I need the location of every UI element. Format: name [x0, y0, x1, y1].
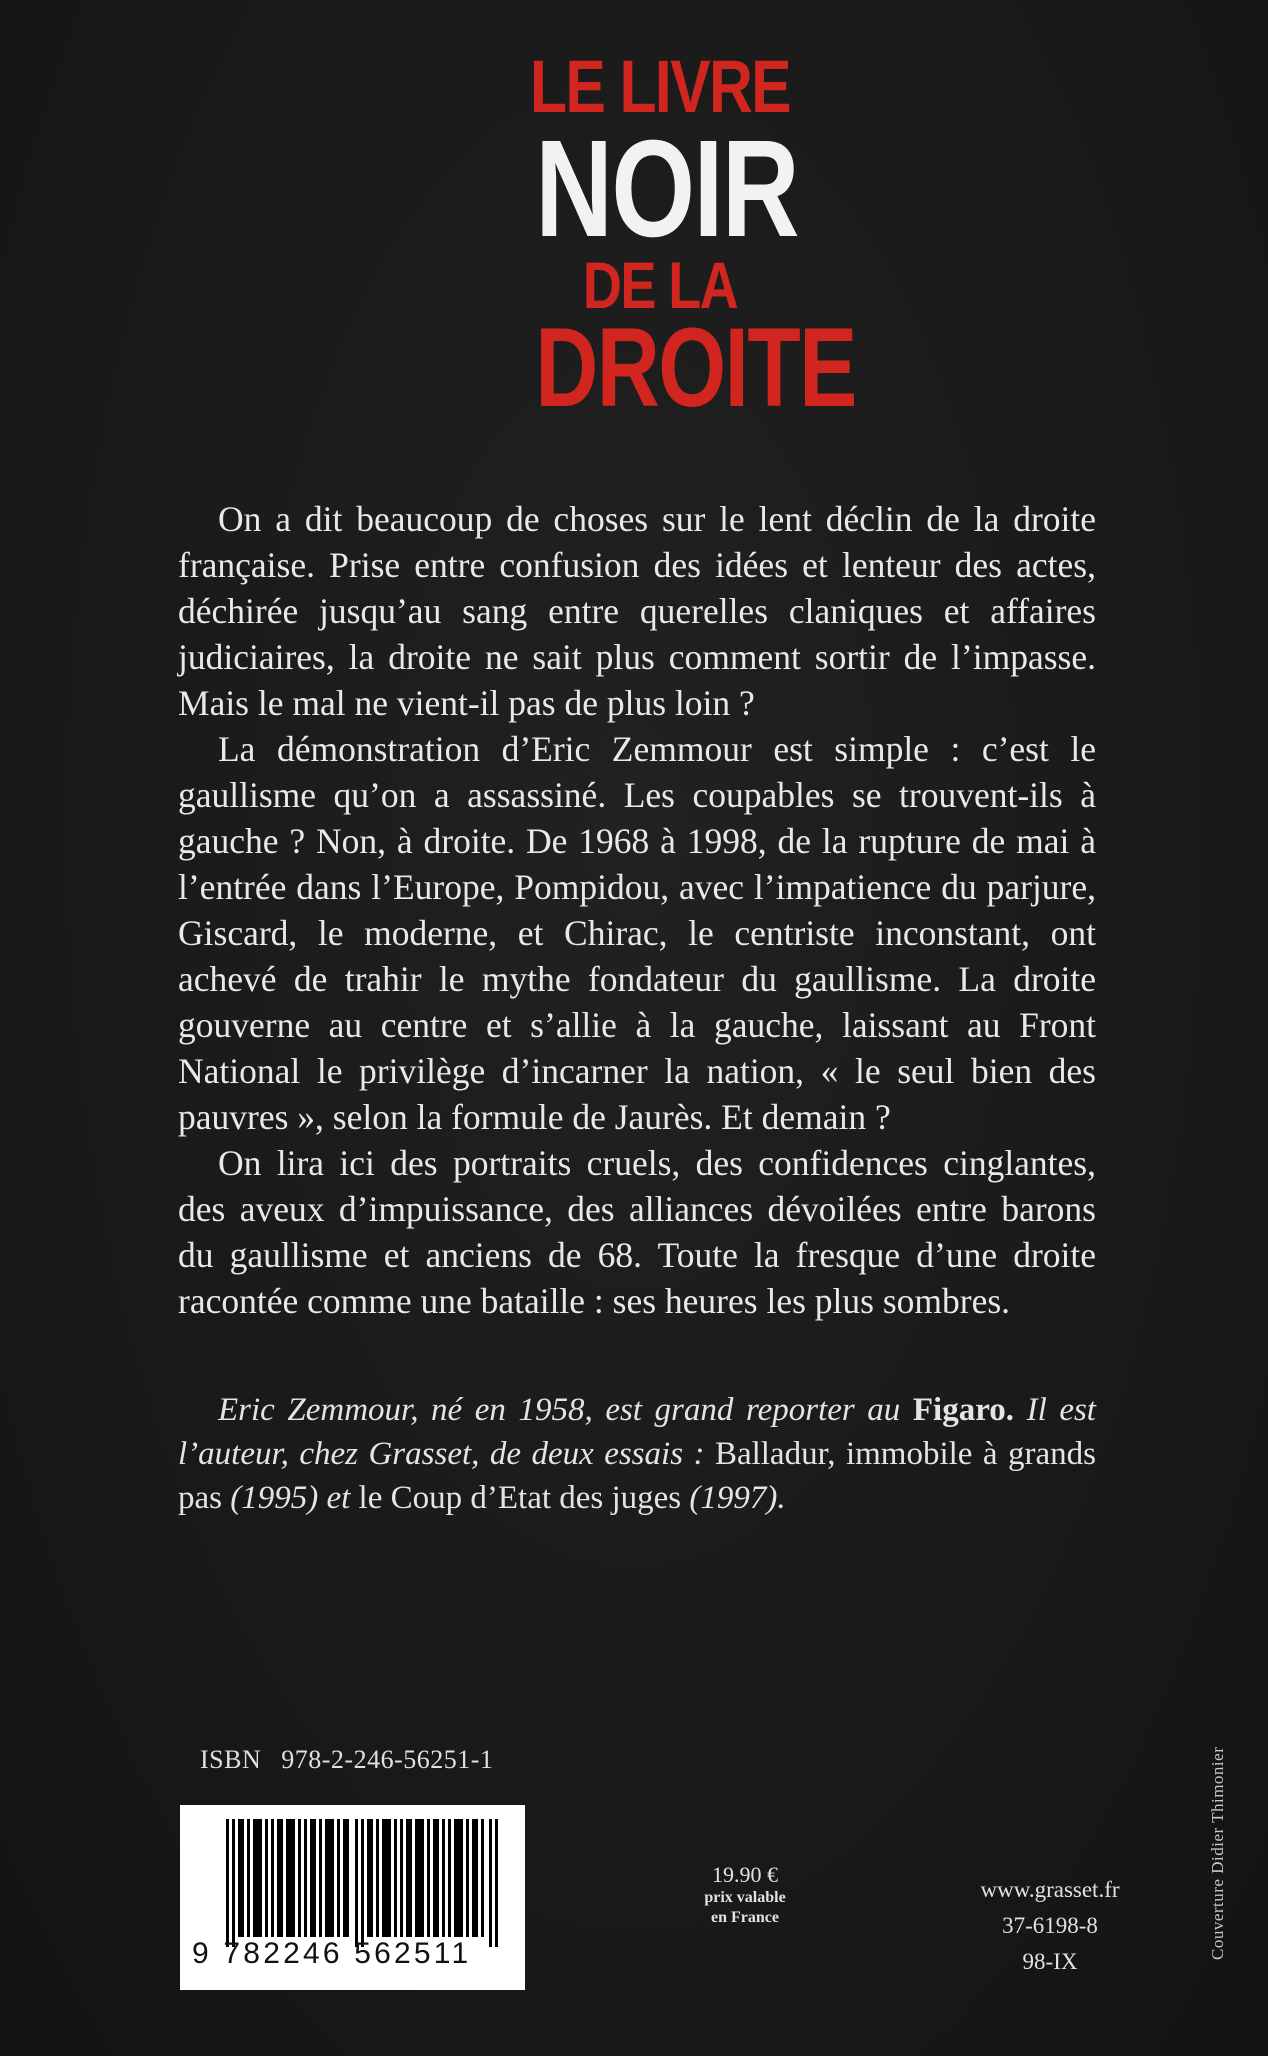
title-line-3: DE LA — [582, 248, 738, 322]
title-line-2: NOIR — [535, 112, 799, 266]
bio-year-2: (1997). — [681, 1480, 786, 1516]
blurb-text — [178, 496, 1096, 1324]
barcode-digits: 9 782246 562511 — [192, 1937, 472, 1970]
cover-credit — [1208, 1640, 1232, 1960]
price-note-2: en France — [711, 1909, 779, 1926]
author-bio — [178, 1388, 1096, 1520]
isbn — [200, 1745, 493, 1775]
blurb-paragraph-2: La démonstration d’Eric Zemmour est simple : c’est le gaullisme qu’on a assassiné. Les coupables se trouvent-ils à gauche ? Non, à droite. De 1968 à 1998, de la rupture de mai à l’entrée dans l’Europe, Pompidou, avec l’impatience du parjure, Giscard, le moderne, et Chirac, le centriste inconstant, ont achevé de trahir le mythe fondateur du gaullisme. La droite gouverne au centre et s’allie à la gauche, laissant au Front National le privilège d’incarner la nation, « le seul bien des pauvres », selon la formule de Jaurès. Et demain ? — [178, 729, 1096, 1137]
bio-year-1: (1995) et — [222, 1480, 359, 1516]
publisher-website: www.grasset.fr — [980, 1877, 1120, 1902]
book-title — [500, 45, 856, 430]
bio-part-1: Eric Zemmour, né en 1958, est grand reporter au — [218, 1392, 913, 1428]
isbn-number: 978-2-246-56251-1 — [281, 1745, 494, 1774]
bio-book-1: Balladur, immobile à grands pas — [178, 1436, 1096, 1516]
price-note-1: prix valable — [704, 1889, 786, 1906]
bio-book-2: le Coup d’Etat des juges — [358, 1480, 682, 1516]
publisher-info — [960, 1872, 1140, 1980]
bio-newspaper: Figaro. — [912, 1392, 1015, 1428]
isbn-label: ISBN — [200, 1745, 262, 1774]
blurb-paragraph-1: On a dit beaucoup de choses sur le lent déclin de la droite française. Prise entre confusion des idées et lenteur des actes, déchirée jusqu’au sang entre querelles claniques et affaires judiciaires, la droite ne sait plus comment sortir de l’impasse. Mais le mal ne vient-il pas de plus loin ? — [178, 499, 1096, 723]
bio-part-2: Il est l’auteur, chez Grasset, de deux essais : — [178, 1392, 1096, 1472]
title-line-4: DROITE — [535, 305, 856, 430]
title-line-1: LE LIVRE — [530, 45, 790, 128]
price-amount: 19.90 € — [712, 1862, 778, 1887]
blurb-paragraph-3: On lira ici des portraits cruels, des confidences cinglantes, des aveux d’impuissance, des alliances dévoilées entre barons du gaullisme et anciens de 68. Toute la fresque d’une droite racontée comme une bataille : ses heures les plus sombres. — [178, 1143, 1096, 1321]
barcode — [180, 1805, 525, 1990]
publisher-code-1: 37-6198-8 — [1002, 1913, 1098, 1938]
publisher-code-2: 98-IX — [1022, 1949, 1078, 1974]
price-block — [690, 1862, 800, 1928]
cover-credit-text: Couverture Didier Thimonier — [1208, 1746, 1227, 1960]
barcode-bars — [226, 1819, 498, 1947]
